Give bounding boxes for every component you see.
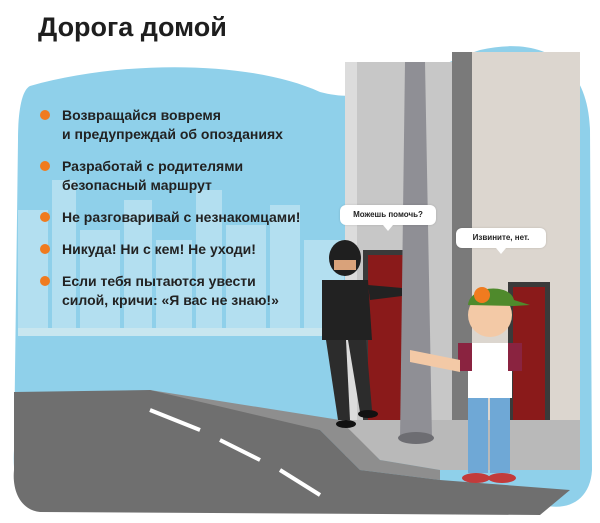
pole-base [398, 432, 434, 444]
bullet-icon [40, 212, 50, 222]
door-left [368, 255, 406, 420]
tip-line: Никуда! Ни с кем! Не уходи! [62, 241, 256, 257]
tip-line: Если тебя пытаются увести [62, 273, 256, 289]
tip-item [40, 106, 340, 144]
tip-line: Возвращайся вовремя [62, 107, 221, 123]
speech-bubble-stranger: Можешь помочь? [340, 205, 436, 225]
tip-line: безопасный маршрут [62, 177, 212, 193]
bullet-icon [40, 276, 50, 286]
tip-line: Разработай с родителями [62, 158, 244, 174]
tips-list [40, 106, 340, 323]
tip-item [40, 272, 340, 310]
speech-bubble-boy: Извините, нет. [456, 228, 546, 248]
page-title: Дорога домой [38, 12, 227, 42]
tip-line: и предупреждай об опозданиях [62, 126, 283, 142]
horizon [18, 328, 358, 336]
bullet-icon [40, 244, 50, 254]
bullet-icon [40, 161, 50, 171]
tip-line: Не разговаривай с незнакомцами! [62, 209, 301, 225]
bullet-icon [40, 110, 50, 120]
tip-line: силой, кричи: «Я вас не знаю!» [62, 292, 279, 308]
tip-item [40, 208, 340, 227]
tip-item [40, 240, 340, 259]
tip-item [40, 157, 340, 195]
